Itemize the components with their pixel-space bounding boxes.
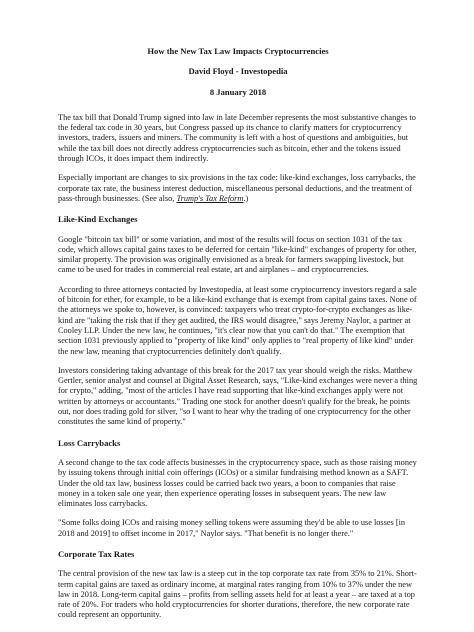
intro-paragraph-2 xyxy=(58,173,418,204)
intro-paragraph-2-text: Especially important are changes to six provisions in the tax code: like-kind exchanges, loss carrybacks, the corporate tax rate, the business interest deduction, miscellaneous personal deductions, and the treatment of pass-through businesses. (See also, xyxy=(58,173,416,203)
intro-paragraph-1: The tax bill that Donald Trump signed into law in late December represents the most substantive changes to the federal tax code in 30 years, but Congress passed up its chance to clarify matters for cryptocurrency investors, traders, issuers and miners. The community is left with a host of questions and ambiguities, but while the tax bill does not directly address cryptocurrencies such as bitcoin, ether and the tokens issued through ICOs, it does impact them indirectly. xyxy=(58,112,416,164)
loss-carrybacks-paragraph-1: A second change to the tax code affects businesses in the cryptocurrency space, such as those raising money by issuing tokens through initial coin offerings (ICOs) or a similar fundraising method known as a SAFT. Under the old tax law, business losses could be carried back two years, a boon to companies that raise money in a token sale one year, then experience operating losses in subsequent years. The new law eliminates loss carrybacks. xyxy=(58,457,417,509)
section-heading-corporate-tax: Corporate Tax Rates xyxy=(58,548,135,559)
loss-carrybacks-paragraph-2: "Some folks doing ICOs and raising money selling tokens were assuming they'd be able to use losses [in 2018 and 2019] to offset income in 2017," Naylor says. "That benefit is no longer there." xyxy=(58,518,406,538)
like-kind-paragraph-2: According to three attorneys contacted by Investopedia, at least some cryptocurrency investors regard a sale of bitcoin for ether, for example, to be a like-kind exchange that is exempt from capital gains taxes. None of the attorneys we spoke to, however, is convinced: taxpayers who treat crypto-for-crypto exchanges as like-kind are "taking the risk that if they get audited, the IRS would disagree," says Jeremy Naylor, a partner at Cooley LLP. Under the new law, he continues, "it's clear now that you can't do that." The exemption that section 1031 previously applied to "property of like kind" only applies to "real property of like kind" under the new law, meaning that cryptocurrencies definitely don't qualify. xyxy=(58,284,417,356)
like-kind-paragraph-3: Investors considering taking advantage of this break for the 2017 tax year should weigh the risks. Matthew Gertler, senior analyst and counsel at Digital Asset Research, says, "Like-kind exchanges were never a thing for crypto," adding, "most of the articles I have read supporting that like-kind exchanges apply were not written by attorneys or accountants." Trading one stock for another doesn't qualify for the break, he points out, nor does trading gold for silver, "so I want to hear why the trading of one cryptocurrency for the other constitutes the same kind of property." xyxy=(58,365,418,427)
intro-paragraph-2-end: .) xyxy=(243,193,249,203)
corporate-tax-paragraph-1: The central provision of the new tax law is a steep cut in the top corporate tax rate from 35% to 21%. Short-term capital gains are taxed as ordinary income, at marginal rates ranging from 10% to 37% under the new law in 2018. Long-term capital gains – profits from selling assets held for at least a year – are taxed at a top rate of 20%. For traders who hold cryptocurrencies for shorter durations, therefore, the new corporate rate could represent an opportunity. xyxy=(58,569,417,620)
trumps-tax-reform-link[interactable]: Trump's Tax Reform xyxy=(176,193,244,203)
section-heading-loss-carrybacks: Loss Carrybacks xyxy=(58,437,121,448)
document-date: 8 January 2018 xyxy=(209,86,267,97)
section-heading-like-kind: Like-Kind Exchanges xyxy=(58,214,138,225)
document-title: How the New Tax Law Impacts Cryptocurrencies xyxy=(147,46,329,56)
document-author: David Floyd - Investopedia xyxy=(188,66,288,77)
like-kind-paragraph-1: Google "bitcoin tax bill" or some variation, and most of the results will focus on section 1031 of the tax code, which allows capital gains taxes to be deferred for certain "like-kind" exchanges of property for other, similar property. The provision was originally envisioned as a break for farmers swapping livestock, but came to be used for trades in commercial real estate, art and airplanes – and cryptocurrencies. xyxy=(58,234,417,275)
